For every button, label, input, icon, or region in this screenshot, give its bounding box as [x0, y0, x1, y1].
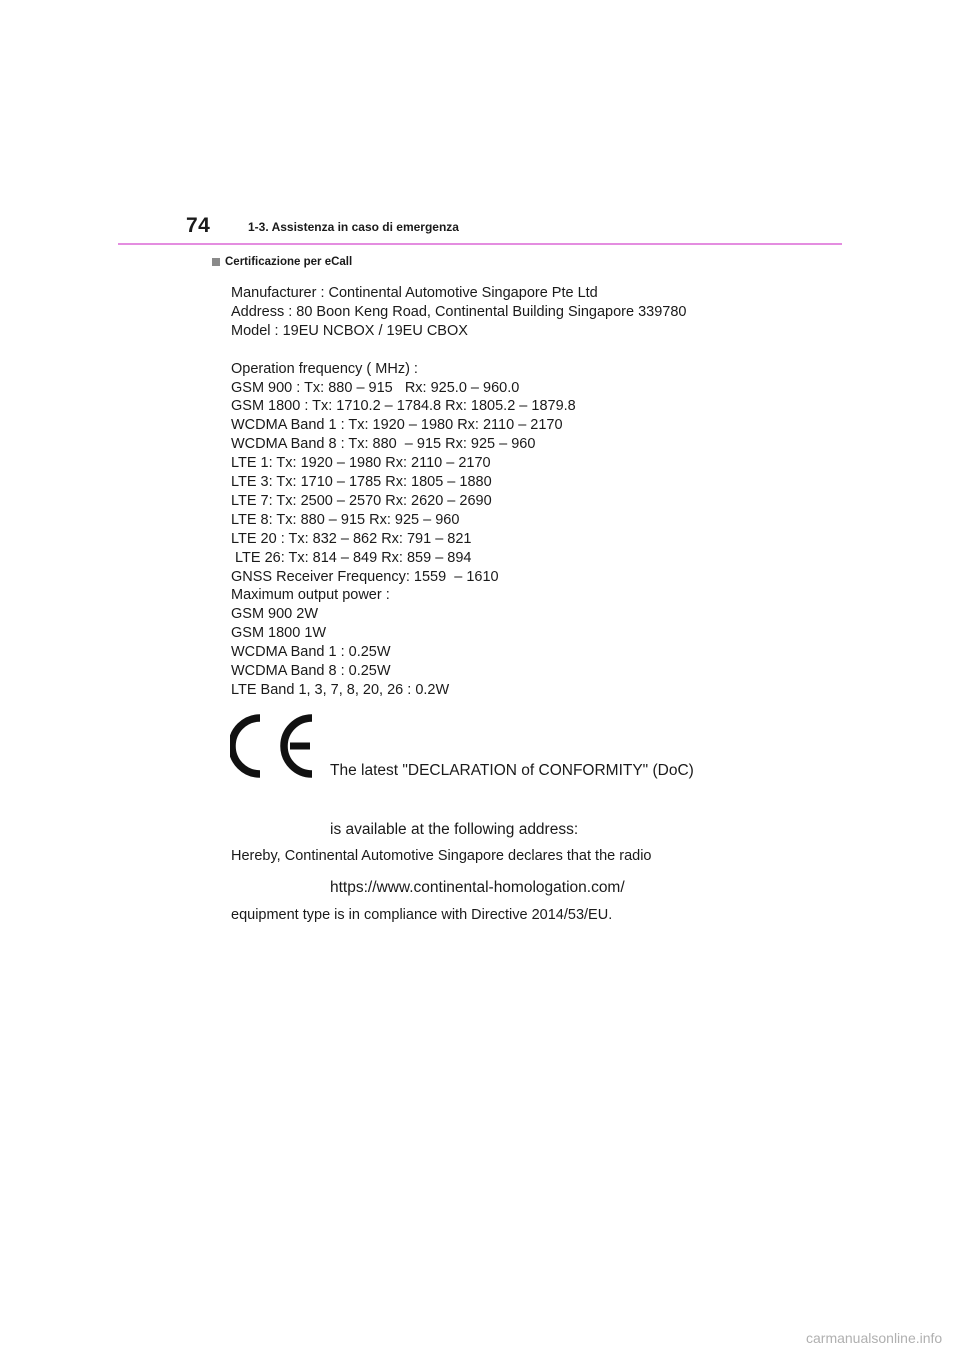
- ce-mark-icon: [230, 714, 318, 778]
- square-bullet-icon: [212, 258, 220, 266]
- spec-line: [231, 341, 791, 360]
- spec-line: GSM 900 : Tx: 880 – 915 Rx: 925.0 – 960.0: [231, 379, 520, 396]
- spec-block: [231, 284, 791, 700]
- section-heading: [212, 256, 352, 268]
- spec-line: WCDMA Band 1 : 0.25W: [231, 644, 391, 661]
- spec-line: LTE 7: Tx: 2500 – 2570 Rx: 2620 – 2690: [231, 492, 492, 509]
- spec-line: Operation frequency ( MHz) :: [231, 360, 418, 377]
- spec-line: LTE 20 : Tx: 832 – 862 Rx: 791 – 821: [231, 530, 472, 547]
- spec-line: WCDMA Band 8 : 0.25W: [231, 663, 391, 680]
- conformity-line-2: is available at the following address:: [330, 820, 579, 838]
- declaration-text: [231, 808, 652, 945]
- conformity-line-1: The latest "DECLARATION of CONFORMITY" (DoC): [330, 762, 694, 779]
- declaration-line-2: equipment type is in compliance with Directive 2014/53/EU.: [231, 906, 613, 923]
- watermark: carmanualsonline.info: [806, 1330, 943, 1346]
- spec-line: Maximum output power :: [231, 587, 390, 604]
- spec-line: LTE 3: Tx: 1710 – 1785 Rx: 1805 – 1880: [231, 474, 492, 491]
- spec-line: LTE 26: Tx: 814 – 849 Rx: 859 – 894: [231, 549, 472, 566]
- spec-line: Address : 80 Boon Keng Road, Continental Building Singapore 339780: [231, 303, 687, 320]
- spec-line: GSM 1800 1W: [231, 625, 327, 642]
- chapter-title: 1-3. Assistenza in caso di emergenza: [248, 220, 459, 234]
- section-heading-text: Certificazione per eCall: [225, 256, 353, 268]
- spec-line: GSM 900 2W: [231, 606, 319, 623]
- conformity-url[interactable]: https://www.continental-homologation.com/: [330, 879, 625, 896]
- spec-line: LTE 8: Tx: 880 – 915 Rx: 925 – 960: [231, 511, 460, 528]
- spec-line: GSM 1800 : Tx: 1710.2 – 1784.8 Rx: 1805.2 – 1879.8: [231, 398, 576, 415]
- spec-line: LTE 1: Tx: 1920 – 1980 Rx: 2110 – 2170: [231, 455, 491, 472]
- spec-line: WCDMA Band 8 : Tx: 880 – 915 Rx: 925 – 960: [231, 436, 536, 453]
- spec-line: LTE Band 1, 3, 7, 8, 20, 26 : 0.2W: [231, 682, 450, 699]
- spec-line: Manufacturer : Continental Automotive Singapore Pte Ltd: [231, 285, 598, 301]
- spec-line: GNSS Receiver Frequency: 1559 – 1610: [231, 568, 499, 585]
- declaration-line-1: Hereby, Continental Automotive Singapore declares that the radio: [231, 848, 652, 864]
- header-rule: [118, 243, 842, 245]
- spec-line: WCDMA Band 1 : Tx: 1920 – 1980 Rx: 2110 – 2170: [231, 417, 563, 434]
- spec-line: Model : 19EU NCBOX / 19EU CBOX: [231, 322, 468, 339]
- page-number: 74: [186, 214, 211, 237]
